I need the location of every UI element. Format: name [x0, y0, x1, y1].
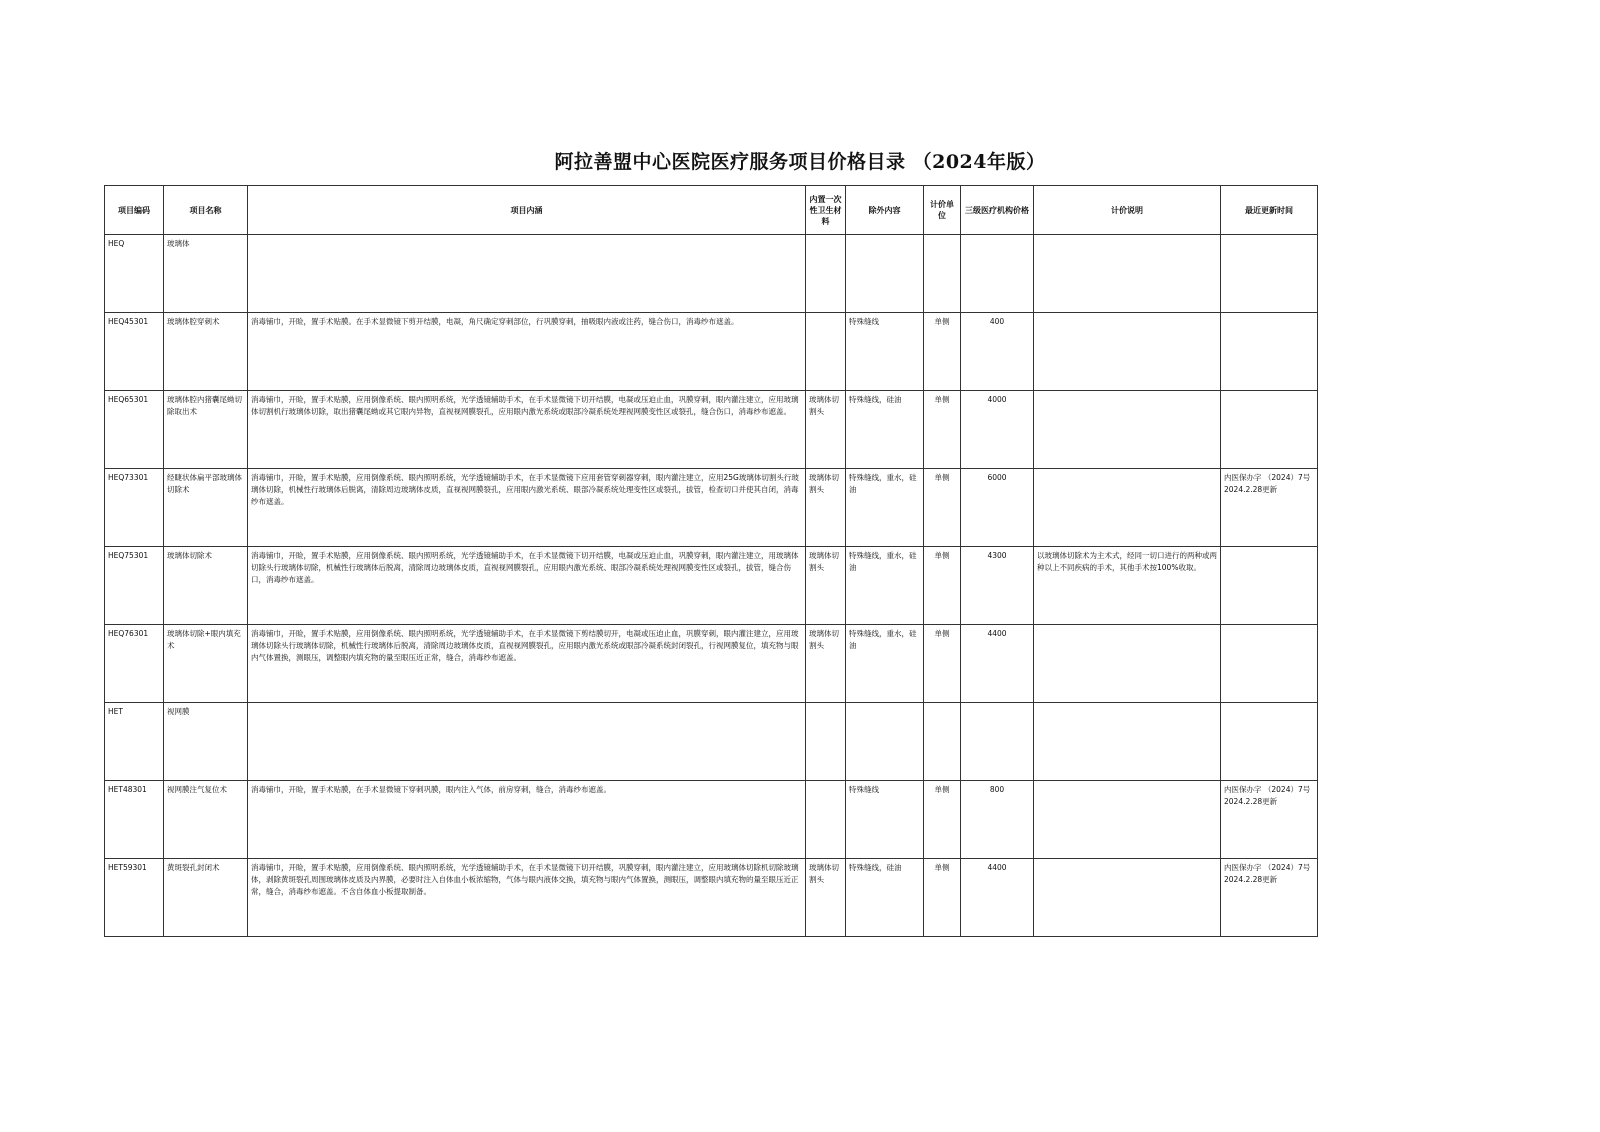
cell-code: HEQ45301: [105, 313, 164, 391]
cell-price: 400: [961, 313, 1034, 391]
cell-price: 6000: [961, 469, 1034, 547]
cell-unit: 单侧: [924, 391, 961, 469]
table-row: [105, 235, 1318, 313]
cell-note: [1034, 703, 1221, 781]
cell-unit: 单侧: [924, 781, 961, 859]
cell-update: [1221, 625, 1318, 703]
cell-exclusion: 特殊缝线，重水，硅油: [846, 625, 924, 703]
cell-content: 消毒铺巾，开睑，置手术贴膜，应用倒像系统、眼内照明系统，光学透镜辅助手术，在手术显微镜下剪结膜切开，电凝或压迫止血，巩膜穿刺，眼内灌注建立，应用玻璃体切除头行玻璃体切除，机械性行玻璃体后脱离，清除周边玻璃体皮质，直视视网膜裂孔，应用眼内激光系统或眼部冷凝系统封闭裂孔，行视网膜复位，填充物与眼内气体置换，测眼压，调整眼内填充物的量至眼压近正常，缝合，消毒纱布遮盖。: [248, 625, 806, 703]
header-name: 项目名称: [164, 186, 248, 235]
cell-update: [1221, 547, 1318, 625]
cell-price: 4400: [961, 859, 1034, 937]
cell-price: 4400: [961, 625, 1034, 703]
cell-name: 玻璃体: [164, 235, 248, 313]
cell-content: [248, 703, 806, 781]
cell-unit: 单侧: [924, 625, 961, 703]
cell-unit: 单侧: [924, 313, 961, 391]
cell-update: [1221, 313, 1318, 391]
cell-note: [1034, 781, 1221, 859]
cell-update: [1221, 391, 1318, 469]
cell-content: 消毒铺巾，开睑，置手术贴膜，在手术显微镜下穿刺巩膜，眼内注入气体，前房穿刺，缝合，消毒纱布遮盖。: [248, 781, 806, 859]
cell-unit: 单侧: [924, 547, 961, 625]
cell-name: 视网膜: [164, 703, 248, 781]
cell-content: 消毒铺巾，开睑，置手术贴膜。在手术显微镜下剪开结膜，电凝，角尺确定穿刺部位，行巩膜穿刺，抽吸眼内液或注药，缝合伤口，消毒纱布遮盖。: [248, 313, 806, 391]
cell-update: 内医保办字 （2024）7号 2024.2.28更新: [1221, 469, 1318, 547]
cell-name: 经睫状体扁平部玻璃体切除术: [164, 469, 248, 547]
cell-exclusion: 特殊缝线: [846, 781, 924, 859]
cell-note: [1034, 859, 1221, 937]
cell-update: [1221, 235, 1318, 313]
cell-unit: 单侧: [924, 469, 961, 547]
cell-content: [248, 235, 806, 313]
cell-name: 玻璃体切除+眼内填充术: [164, 625, 248, 703]
cell-price: 800: [961, 781, 1034, 859]
cell-exclusion: 特殊缝线，重水，硅油: [846, 469, 924, 547]
cell-unit: [924, 703, 961, 781]
cell-note: [1034, 391, 1221, 469]
cell-code: HEQ76301: [105, 625, 164, 703]
cell-material: 玻璃体切割头: [806, 859, 846, 937]
cell-exclusion: 特殊缝线，重水，硅油: [846, 547, 924, 625]
price-table: [104, 185, 1318, 937]
header-price: 三级医疗机构价格: [961, 186, 1034, 235]
cell-update: [1221, 703, 1318, 781]
cell-exclusion: 特殊缝线，硅油: [846, 391, 924, 469]
cell-name: 玻璃体腔内猪囊尾蚴切除取出术: [164, 391, 248, 469]
cell-note: [1034, 235, 1221, 313]
cell-unit: 单侧: [924, 859, 961, 937]
cell-price: 4000: [961, 391, 1034, 469]
cell-exclusion: 特殊缝线: [846, 313, 924, 391]
page-title: 阿拉善盟中心医院医疗服务项目价格目录 （2024年版）: [554, 151, 1046, 173]
table-row: [105, 703, 1318, 781]
cell-code: HET: [105, 703, 164, 781]
cell-material: 玻璃体切割头: [806, 391, 846, 469]
table-row: [105, 469, 1318, 547]
cell-code: HET59301: [105, 859, 164, 937]
cell-update: 内医保办字 （2024）7号 2024.2.28更新: [1221, 781, 1318, 859]
table-row: [105, 625, 1318, 703]
cell-content: 消毒铺巾，开睑，置手术贴膜，应用倒像系统、眼内照明系统，光学透镜辅助手术，在手术显微镜下切开结膜，电凝或压迫止血，巩膜穿刺，眼内灌注建立，应用玻璃体切割机行玻璃体切除，取出猪囊尾蚴或其它眼内异物，直视视网膜裂孔，应用眼内激光系统或眼部冷凝系统处理视网膜变性区或裂孔，缝合伤口，消毒纱布遮盖。: [248, 391, 806, 469]
cell-exclusion: [846, 703, 924, 781]
header-update: 最近更新时间: [1221, 186, 1318, 235]
header-exclusion: 除外内容: [846, 186, 924, 235]
cell-note: 以玻璃体切除术为主术式，经同一切口进行的两种或两种以上不同疾病的手术，其他手术按100%收取。: [1034, 547, 1221, 625]
cell-price: 4300: [961, 547, 1034, 625]
cell-code: HEQ75301: [105, 547, 164, 625]
cell-note: [1034, 313, 1221, 391]
table-row: [105, 313, 1318, 391]
cell-material: [806, 703, 846, 781]
header-note: 计价说明: [1034, 186, 1221, 235]
cell-material: [806, 781, 846, 859]
cell-note: [1034, 469, 1221, 547]
cell-unit: [924, 235, 961, 313]
cell-code: HET48301: [105, 781, 164, 859]
cell-name: 视网膜注气复位术: [164, 781, 248, 859]
cell-material: [806, 235, 846, 313]
cell-price: [961, 703, 1034, 781]
cell-material: 玻璃体切割头: [806, 547, 846, 625]
cell-content: 消毒铺巾，开睑，置手术贴膜，应用倒像系统、眼内照明系统，光学透镜辅助手术，在手术显微镜下切开结膜，电凝或压迫止血，巩膜穿刺，眼内灌注建立，用玻璃体切除头行玻璃体切除，机械性行玻璃体后脱离，清除周边玻璃体皮质，直视视网膜裂孔，应用眼内激光系统、眼部冷凝系统处理视网膜变性区或裂孔，拔管，缝合伤口，消毒纱布遮盖。: [248, 547, 806, 625]
cell-content: 消毒铺巾，开睑，置手术贴膜，应用倒像系统、眼内照明系统，光学透镜辅助手术，在手术显微镜下应用套管穿刺器穿刺，眼内灌注建立，应用25G玻璃体切割头行玻璃体切除，机械性行玻璃体后脱离，清除周边玻璃体皮质，直视视网膜裂孔，应用眼内激光系统、眼部冷凝系统处理变性区或裂孔，拔管，检查切口并使其自闭，消毒纱布遮盖。: [248, 469, 806, 547]
cell-material: 玻璃体切割头: [806, 469, 846, 547]
header-content: 项目内涵: [248, 186, 806, 235]
cell-note: [1034, 625, 1221, 703]
cell-material: 玻璃体切割头: [806, 625, 846, 703]
header-unit: 计价单位: [924, 186, 961, 235]
table-header: [105, 186, 1318, 235]
cell-name: 黄斑裂孔封闭术: [164, 859, 248, 937]
cell-code: HEQ73301: [105, 469, 164, 547]
cell-exclusion: [846, 235, 924, 313]
cell-code: HEQ65301: [105, 391, 164, 469]
cell-name: 玻璃体切除术: [164, 547, 248, 625]
cell-exclusion: 特殊缝线，硅油: [846, 859, 924, 937]
cell-price: [961, 235, 1034, 313]
table-row: [105, 859, 1318, 937]
cell-content: 消毒铺巾，开睑，置手术贴膜，应用倒像系统、眼内照明系统，光学透镜辅助手术，在手术显微镜下切开结膜，巩膜穿刺，眼内灌注建立，应用玻璃体切除机切除玻璃体，剥除黄斑裂孔周围玻璃体皮质及内界膜，必要时注入自体血小板浓缩物，气体与眼内液体交换，填充物与眼内气体置换，测眼压，调整眼内填充物的量至眼压近正常，缝合，消毒纱布遮盖。不含自体血小板提取制备。: [248, 859, 806, 937]
header-code: 项目编码: [105, 186, 164, 235]
cell-update: 内医保办字 （2024）7号 2024.2.28更新: [1221, 859, 1318, 937]
cell-material: [806, 313, 846, 391]
table-row: [105, 547, 1318, 625]
cell-code: HEQ: [105, 235, 164, 313]
table-row: [105, 781, 1318, 859]
table-row: [105, 391, 1318, 469]
header-material: 内置一次性卫生材料: [806, 186, 846, 235]
cell-name: 玻璃体腔穿刺术: [164, 313, 248, 391]
